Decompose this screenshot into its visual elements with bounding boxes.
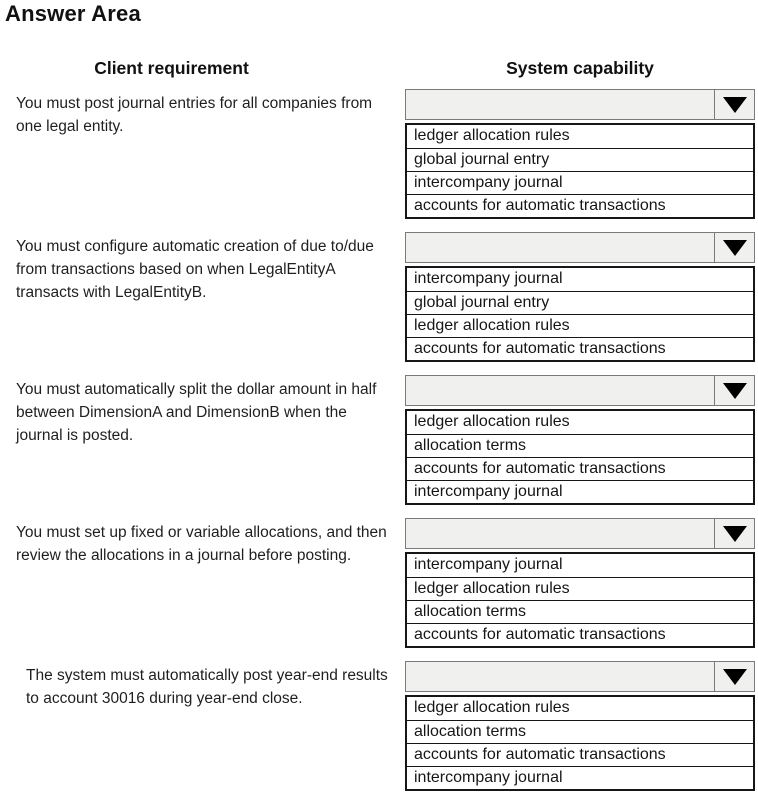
answer-area	[0, 89, 758, 791]
dropdown-closed-box[interactable]	[405, 89, 755, 120]
dropdown-option[interactable]: ledger allocation rules	[414, 699, 570, 716]
dropdown-option[interactable]: global journal entry	[407, 291, 753, 314]
dropdown-options-list	[405, 123, 755, 219]
dropdown-arrow-button[interactable]	[714, 519, 754, 548]
dropdown-option[interactable]: intercompany journal	[414, 270, 563, 287]
answer-row-4	[0, 518, 758, 648]
dropdown-option[interactable]: global journal entry	[407, 148, 753, 171]
dropdown-closed-box[interactable]	[405, 375, 755, 406]
answer-row-2	[0, 232, 758, 362]
dropdown-selected-value	[406, 376, 714, 405]
dropdown-option[interactable]: allocation terms	[407, 434, 753, 457]
column-header-client-requirement: Client requirement	[94, 58, 249, 78]
dropdown-option[interactable]: intercompany journal	[414, 556, 563, 573]
dropdown-option[interactable]: ledger allocation rules	[414, 127, 570, 144]
dropdown-options-list	[405, 552, 755, 648]
dropdown-closed-box[interactable]	[405, 518, 755, 549]
dropdown-options-list	[405, 266, 755, 362]
system-capability-dropdown	[405, 232, 755, 362]
answer-row-5	[0, 661, 758, 791]
client-requirement-text: You must configure automatic creation of due to/due from transactions based on when LegalEntityA transacts with LegalEntityB.	[16, 238, 374, 301]
dropdown-option[interactable]: allocation terms	[407, 600, 753, 623]
dropdown-arrow-button[interactable]	[714, 662, 754, 691]
dropdown-option[interactable]: intercompany journal	[407, 171, 753, 194]
client-requirement-text: You must set up fixed or variable allocations, and then review the allocations in a journal before posting.	[16, 524, 387, 564]
system-capability-dropdown	[405, 661, 755, 791]
dropdown-arrow-button[interactable]	[714, 90, 754, 119]
dropdown-selected-value	[406, 519, 714, 548]
dropdown-options-list	[405, 695, 755, 791]
dropdown-option[interactable]: accounts for automatic transactions	[407, 743, 753, 766]
dropdown-options-list	[405, 409, 755, 505]
dropdown-option[interactable]: accounts for automatic transactions	[407, 623, 753, 646]
dropdown-option[interactable]: ledger allocation rules	[407, 577, 753, 600]
chevron-down-icon	[723, 383, 747, 399]
dropdown-option[interactable]: ledger allocation rules	[414, 413, 570, 430]
client-requirement-text: The system must automatically post year-end results to account 30016 during year-end close.	[26, 667, 388, 707]
dropdown-option[interactable]: allocation terms	[407, 720, 753, 743]
chevron-down-icon	[723, 97, 747, 113]
chevron-down-icon	[723, 669, 747, 685]
client-requirement-text: You must post journal entries for all companies from one legal entity.	[16, 95, 373, 135]
dropdown-option[interactable]: ledger allocation rules	[407, 314, 753, 337]
column-header-system-capability: System capability	[506, 58, 654, 78]
chevron-down-icon	[723, 240, 747, 256]
dropdown-closed-box[interactable]	[405, 232, 755, 263]
answer-row-1	[0, 89, 758, 219]
dropdown-option[interactable]: accounts for automatic transactions	[407, 457, 753, 480]
dropdown-option[interactable]: accounts for automatic transactions	[407, 337, 753, 360]
dropdown-option[interactable]: intercompany journal	[407, 766, 753, 789]
dropdown-selected-value	[406, 662, 714, 691]
system-capability-dropdown	[405, 375, 755, 505]
dropdown-selected-value	[406, 90, 714, 119]
system-capability-dropdown	[405, 518, 755, 648]
system-capability-dropdown	[405, 89, 755, 219]
dropdown-arrow-button[interactable]	[714, 376, 754, 405]
page-title: Answer Area	[5, 1, 141, 26]
dropdown-option[interactable]: accounts for automatic transactions	[407, 194, 753, 217]
chevron-down-icon	[723, 526, 747, 542]
column-headers	[0, 58, 758, 79]
dropdown-option[interactable]: intercompany journal	[407, 480, 753, 503]
dropdown-arrow-button[interactable]	[714, 233, 754, 262]
client-requirement-text: You must automatically split the dollar amount in half between DimensionA and DimensionB when the journal is posted.	[16, 381, 377, 444]
dropdown-selected-value	[406, 233, 714, 262]
dropdown-closed-box[interactable]	[405, 661, 755, 692]
answer-row-3	[0, 375, 758, 505]
